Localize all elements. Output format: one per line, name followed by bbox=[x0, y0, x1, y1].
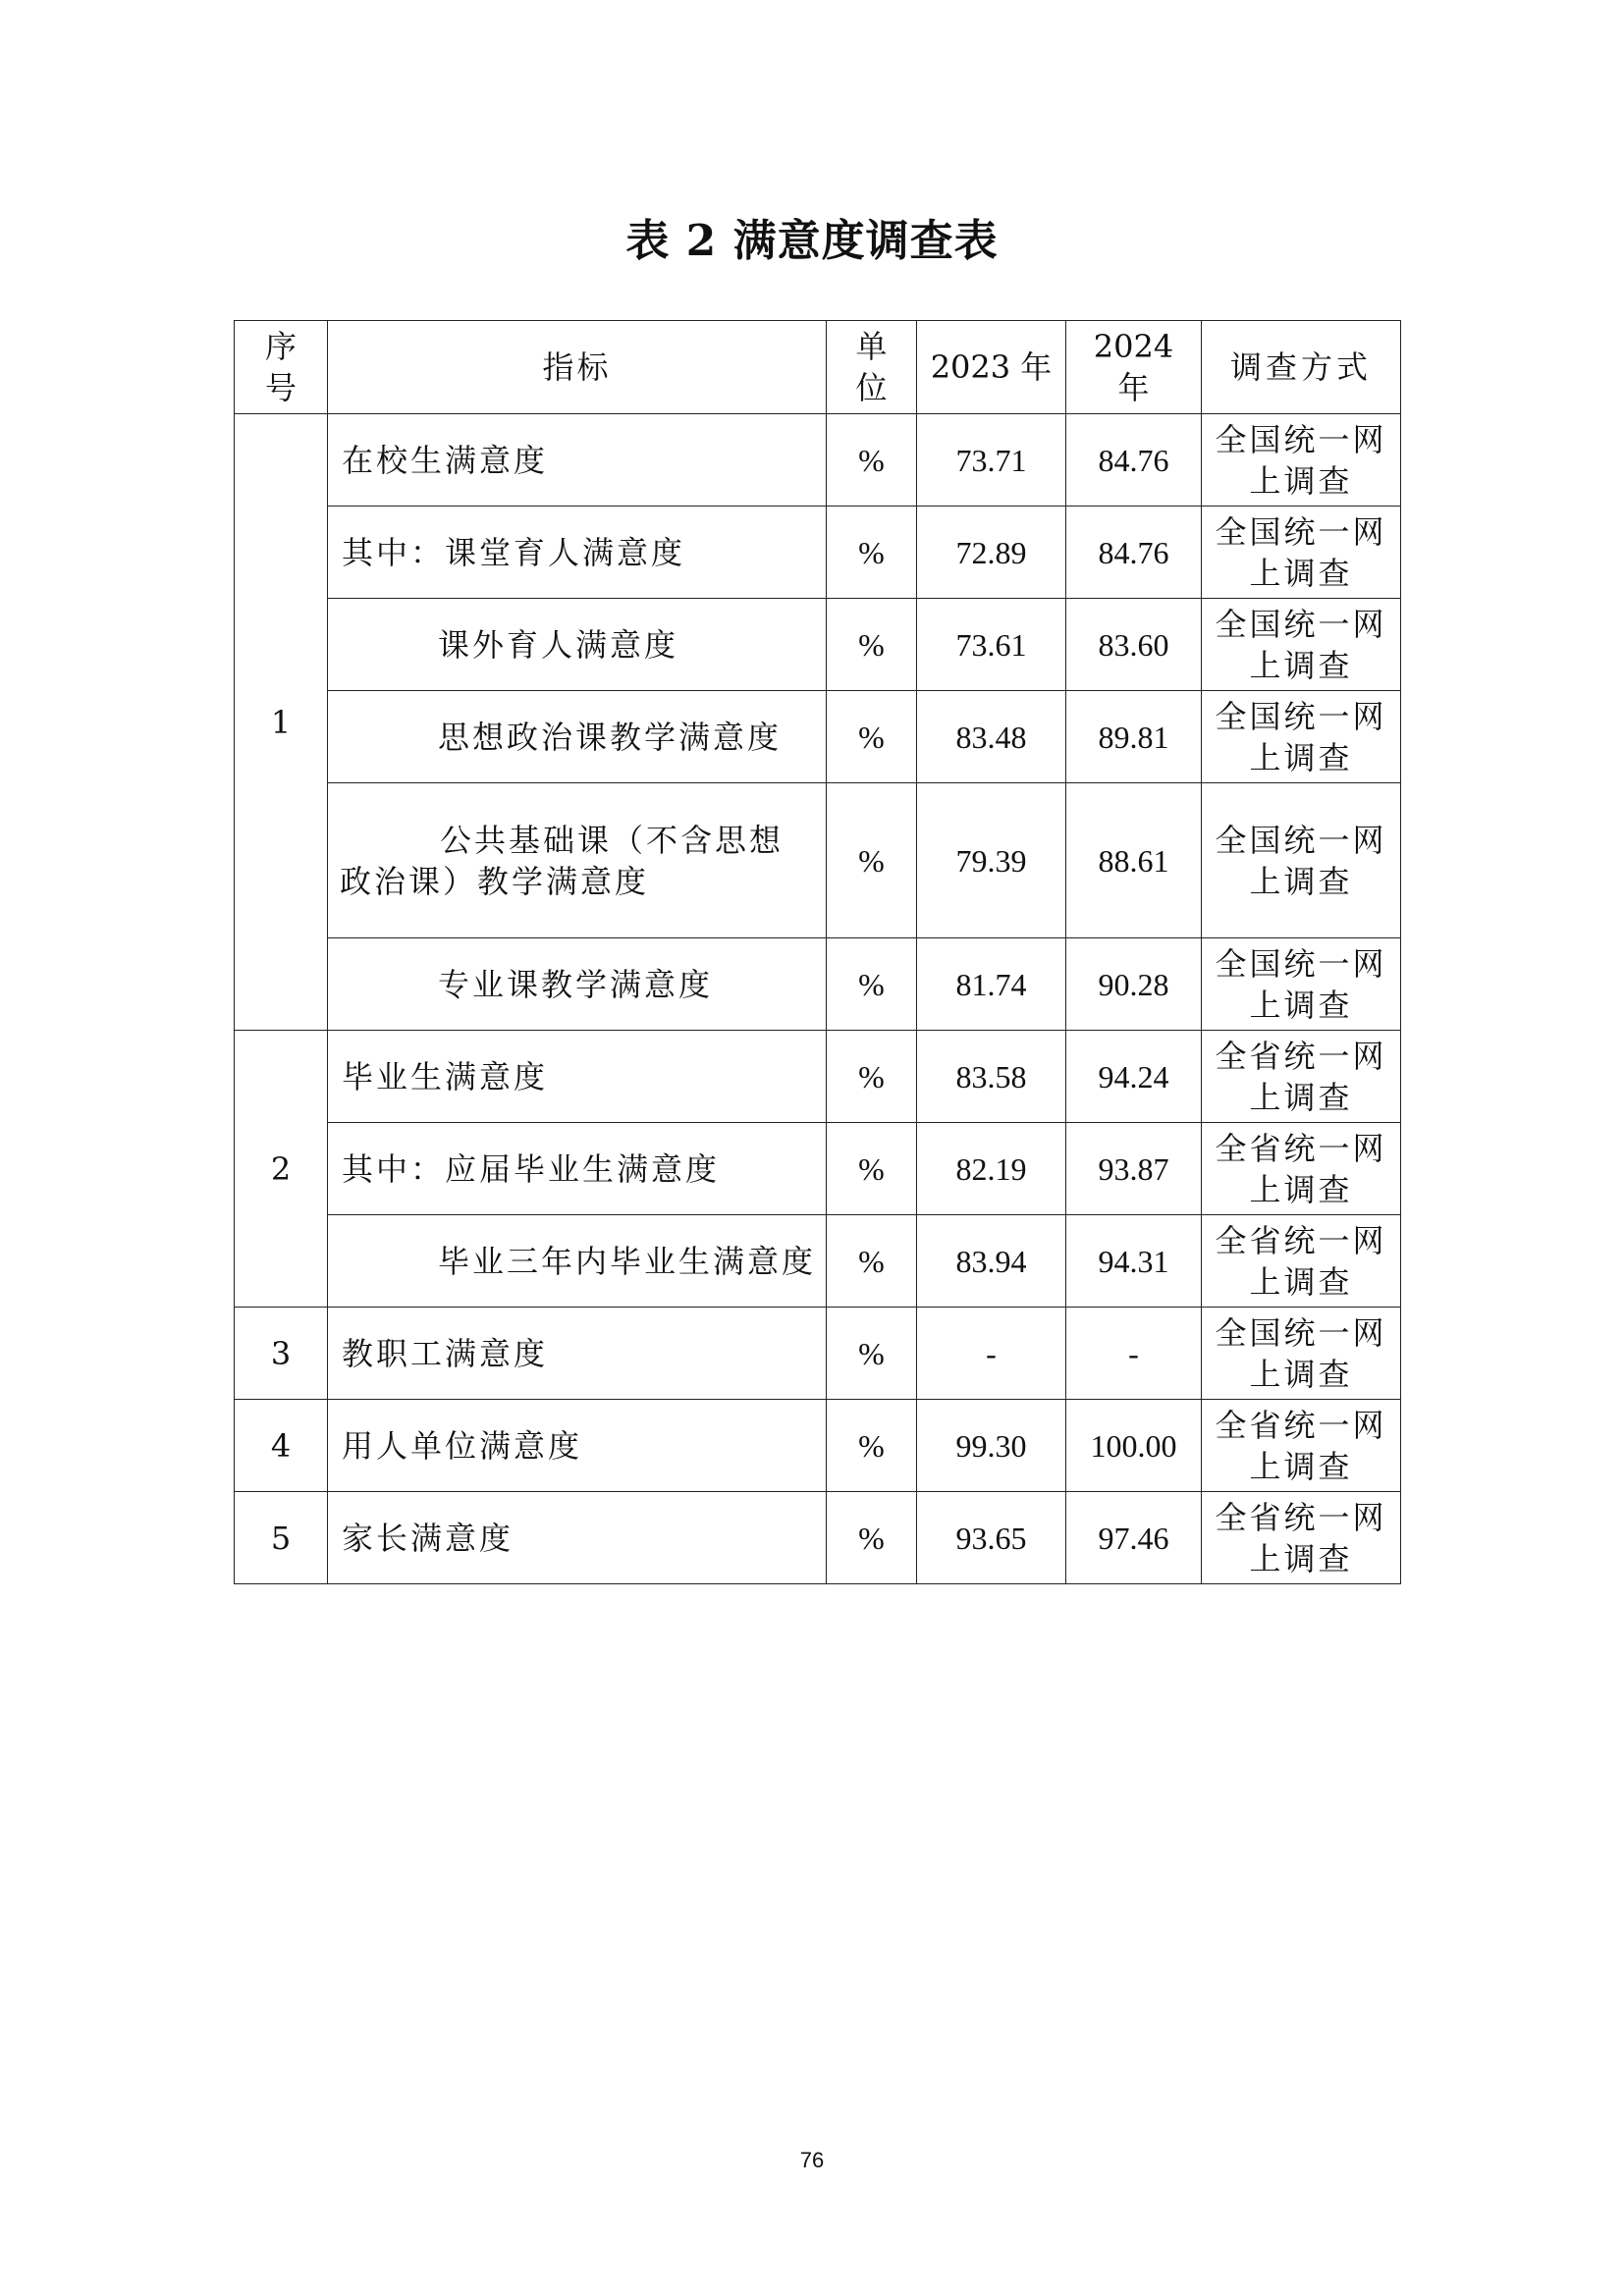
seq-cell: 3 bbox=[235, 1308, 328, 1400]
unit-cell: % bbox=[827, 507, 917, 599]
value-2024-cell: 93.87 bbox=[1066, 1123, 1202, 1215]
table-row bbox=[235, 1123, 1401, 1215]
table-row bbox=[235, 1492, 1401, 1584]
table-row bbox=[235, 783, 1401, 938]
method-cell: 全省统一网 上调查 bbox=[1202, 1123, 1401, 1215]
table-row bbox=[235, 691, 1401, 783]
indicator-cell: 专业课教学满意度 bbox=[328, 938, 827, 1031]
indicator-cell: 用人单位满意度 bbox=[328, 1400, 827, 1492]
seq-cell: 2 bbox=[235, 1031, 328, 1308]
value-2023-cell: 79.39 bbox=[917, 783, 1066, 938]
indicator-cell: 思想政治课教学满意度 bbox=[328, 691, 827, 783]
unit-cell: % bbox=[827, 783, 917, 938]
unit-cell: % bbox=[827, 1400, 917, 1492]
header-2024: 2024 年 bbox=[1066, 321, 1202, 414]
header-method: 调查方式 bbox=[1202, 321, 1401, 414]
table-row bbox=[235, 1031, 1401, 1123]
indicator-cell: 其中：课堂育人满意度 bbox=[328, 507, 827, 599]
value-2023-cell: 73.71 bbox=[917, 414, 1066, 507]
value-2024-cell: - bbox=[1066, 1308, 1202, 1400]
unit-cell: % bbox=[827, 1215, 917, 1308]
unit-cell: % bbox=[827, 414, 917, 507]
header-unit: 单位 bbox=[827, 321, 917, 414]
method-cell: 全国统一网 上调查 bbox=[1202, 691, 1401, 783]
value-2024-cell: 88.61 bbox=[1066, 783, 1202, 938]
value-2024-cell: 84.76 bbox=[1066, 414, 1202, 507]
table-header-row bbox=[235, 321, 1401, 414]
table-row bbox=[235, 507, 1401, 599]
table-row bbox=[235, 938, 1401, 1031]
method-cell: 全省统一网 上调查 bbox=[1202, 1400, 1401, 1492]
indicator-cell: 其中：应届毕业生满意度 bbox=[328, 1123, 827, 1215]
value-2023-cell: 83.94 bbox=[917, 1215, 1066, 1308]
unit-cell: % bbox=[827, 691, 917, 783]
value-2024-cell: 84.76 bbox=[1066, 507, 1202, 599]
method-cell: 全省统一网 上调查 bbox=[1202, 1031, 1401, 1123]
unit-cell: % bbox=[827, 1031, 917, 1123]
table-row bbox=[235, 1400, 1401, 1492]
value-2024-cell: 89.81 bbox=[1066, 691, 1202, 783]
unit-cell: % bbox=[827, 1308, 917, 1400]
indicator-cell: 毕业生满意度 bbox=[328, 1031, 827, 1123]
method-cell: 全国统一网 上调查 bbox=[1202, 1308, 1401, 1400]
unit-cell: % bbox=[827, 1123, 917, 1215]
value-2023-cell: 72.89 bbox=[917, 507, 1066, 599]
value-2024-cell: 83.60 bbox=[1066, 599, 1202, 691]
seq-cell: 1 bbox=[235, 414, 328, 1031]
method-cell: 全省统一网 上调查 bbox=[1202, 1215, 1401, 1308]
unit-cell: % bbox=[827, 599, 917, 691]
indicator-cell: 在校生满意度 bbox=[328, 414, 827, 507]
indicator-cell: 公共基础课（不含思想政治课）教学满意度 bbox=[328, 783, 827, 938]
seq-cell: 5 bbox=[235, 1492, 328, 1584]
header-indicator: 指标 bbox=[328, 321, 827, 414]
value-2023-cell: - bbox=[917, 1308, 1066, 1400]
table-row bbox=[235, 414, 1401, 507]
table-row bbox=[235, 1308, 1401, 1400]
indicator-cell: 家长满意度 bbox=[328, 1492, 827, 1584]
indicator-cell: 毕业三年内毕业生满意度 bbox=[328, 1215, 827, 1308]
value-2024-cell: 94.24 bbox=[1066, 1031, 1202, 1123]
table-row bbox=[235, 599, 1401, 691]
unit-cell: % bbox=[827, 938, 917, 1031]
page-number: 76 bbox=[799, 2148, 825, 2172]
value-2023-cell: 83.58 bbox=[917, 1031, 1066, 1123]
satisfaction-survey-table bbox=[234, 320, 1401, 1584]
method-cell: 全国统一网 上调查 bbox=[1202, 414, 1401, 507]
value-2023-cell: 82.19 bbox=[917, 1123, 1066, 1215]
method-cell: 全国统一网 上调查 bbox=[1202, 507, 1401, 599]
indicator-cell: 课外育人满意度 bbox=[328, 599, 827, 691]
header-2023: 2023 年 bbox=[917, 321, 1066, 414]
method-cell: 全国统一网 上调查 bbox=[1202, 783, 1401, 938]
method-cell: 全国统一网 上调查 bbox=[1202, 599, 1401, 691]
value-2023-cell: 73.61 bbox=[917, 599, 1066, 691]
table-title: 表 2 满意度调查表 bbox=[625, 216, 999, 266]
method-cell: 全国统一网 上调查 bbox=[1202, 938, 1401, 1031]
unit-cell: % bbox=[827, 1492, 917, 1584]
value-2023-cell: 81.74 bbox=[917, 938, 1066, 1031]
table-row bbox=[235, 1215, 1401, 1308]
value-2023-cell: 83.48 bbox=[917, 691, 1066, 783]
value-2023-cell: 93.65 bbox=[917, 1492, 1066, 1584]
value-2024-cell: 100.00 bbox=[1066, 1400, 1202, 1492]
header-seq: 序号 bbox=[235, 321, 328, 414]
indicator-cell: 教职工满意度 bbox=[328, 1308, 827, 1400]
seq-cell: 4 bbox=[235, 1400, 328, 1492]
value-2024-cell: 94.31 bbox=[1066, 1215, 1202, 1308]
method-cell: 全省统一网 上调查 bbox=[1202, 1492, 1401, 1584]
value-2024-cell: 97.46 bbox=[1066, 1492, 1202, 1584]
value-2023-cell: 99.30 bbox=[917, 1400, 1066, 1492]
value-2024-cell: 90.28 bbox=[1066, 938, 1202, 1031]
